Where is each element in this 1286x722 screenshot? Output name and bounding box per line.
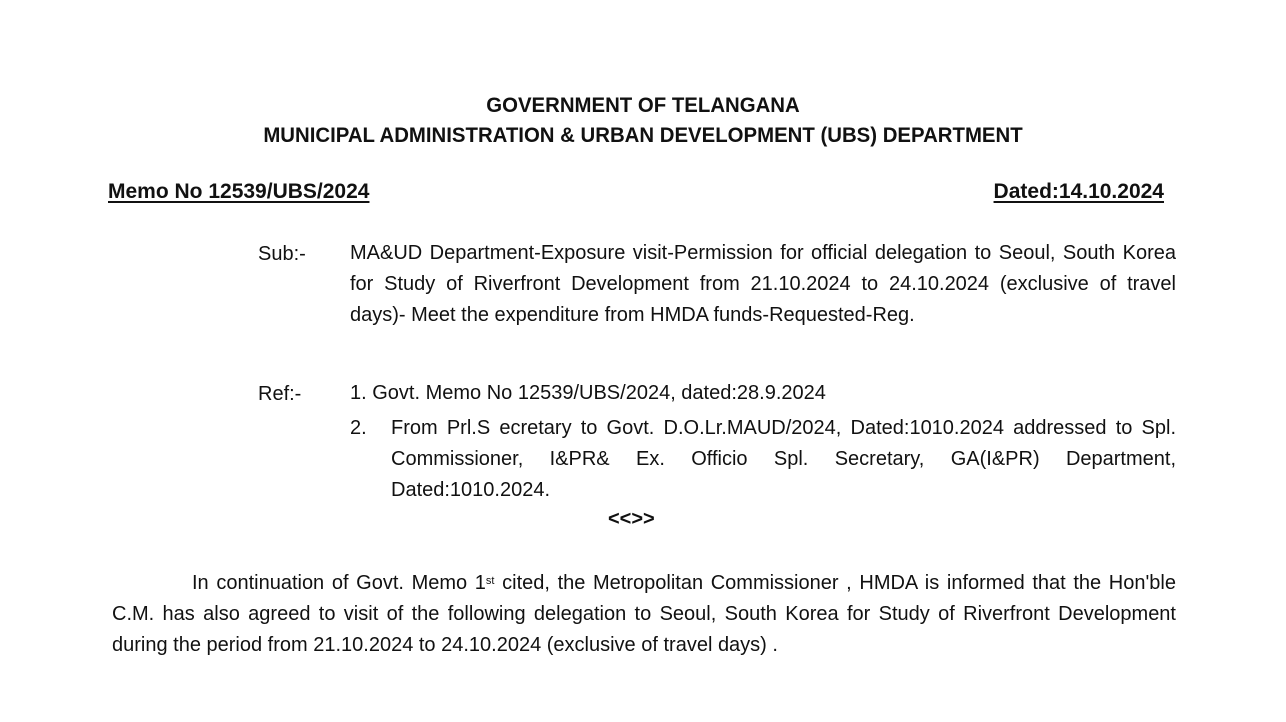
body-paragraph: [112, 568, 1176, 661]
reference-text: Govt. Memo No 12539/UBS/2024, dated:28.9.2024: [372, 382, 826, 404]
reference-text: From Prl.S ecretary to Govt. D.O.Lr.MAUD/2024, Dated:1010.2024 addressed to Spl. Commissioner, I&PR& Ex. Officio Spl. Secretary, GA(I&PR) Department, Dated:1010.2024.: [391, 417, 1176, 501]
ordinal-superscript: st: [485, 575, 495, 587]
reference-number: 2.: [350, 417, 367, 439]
subject-label: Sub:-: [258, 243, 306, 265]
body-text-start: In continuation of Govt. Memo 1: [192, 572, 486, 594]
reference-label: Ref:-: [258, 383, 302, 405]
section-separator: <<>>: [608, 508, 655, 530]
reference-item: [350, 378, 826, 409]
memo-date: Dated:14.10.2024: [993, 180, 1164, 203]
department-heading: MUNICIPAL ADMINISTRATION & URBAN DEVELOPMENT (UBS) DEPARTMENT: [263, 124, 1023, 147]
reference-number: 1.: [350, 382, 367, 404]
body-text-rest: cited, the Metropolitan Commissioner , HMDA is informed that the Hon'ble C.M. has also agreed to visit of the following delegation to Seoul, South Korea for Study of Riverfront Development during the period from 21.10.2024 to 24.10.2024 (exclusive of travel days) .: [112, 572, 1176, 656]
memo-number: Memo No 12539/UBS/2024: [108, 180, 370, 203]
government-heading: GOVERNMENT OF TELANGANA: [486, 94, 800, 117]
reference-item: [350, 413, 1176, 506]
subject-text: MA&UD Department-Exposure visit-Permission for official delegation to Seoul, South Korea for Study of Riverfront Development from 21.10.2024 to 24.10.2024 (exclusive of travel days)- Meet the expenditure from HMDA funds-Requested-Reg.: [350, 242, 1176, 326]
